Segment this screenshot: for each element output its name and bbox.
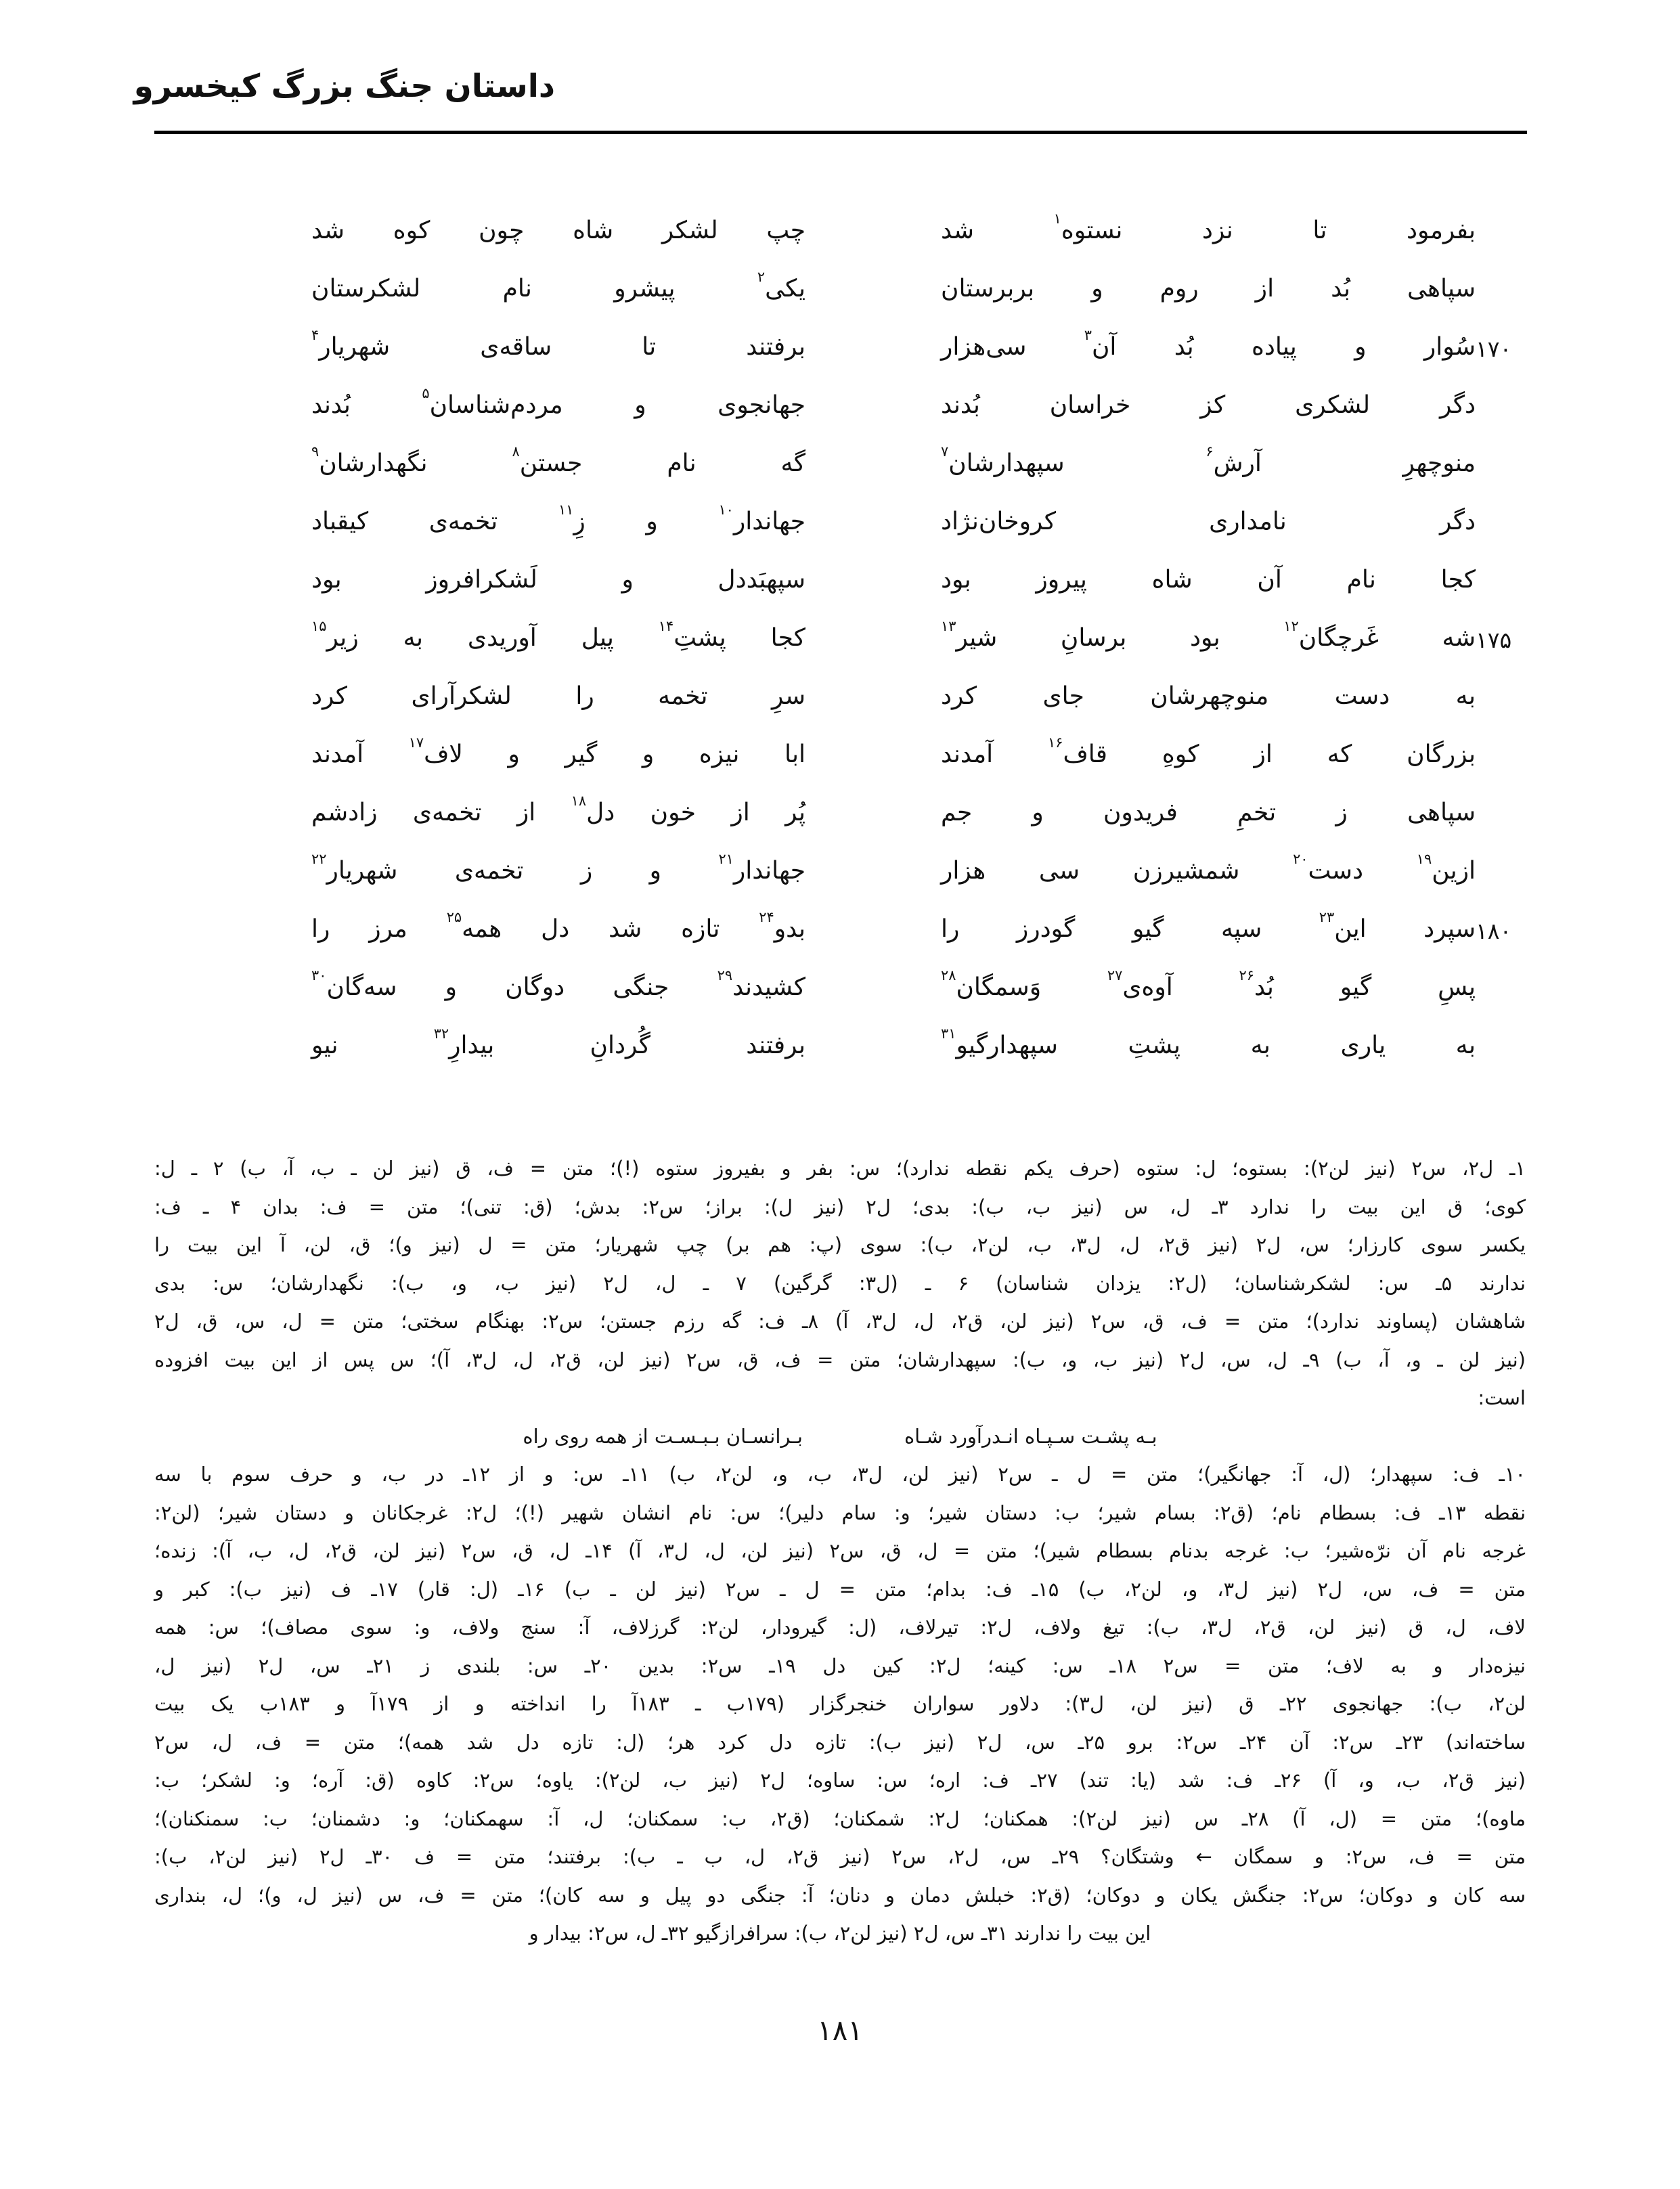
hemistich-first: سپاهی ز تخمِ فریدون و جم	[941, 799, 1476, 826]
verse-row	[0, 321, 1680, 379]
footnote-ref: ۱۵	[311, 617, 327, 634]
hemistich-second: یکی$^۲$ پیشرو نام لشکرستان	[311, 268, 805, 303]
hemistich-first: سپاهی بُد از روم و بربرستان	[941, 275, 1476, 303]
hemistich-second: جهاندار$^{۱۰}$ و زِ$^{۱۱}$ تخمه‌ی کیقباد	[311, 501, 806, 535]
footnote-ref: ۲۲	[311, 850, 327, 867]
footnote-line: متن = ف، س، ل۲ (نیز ل۳، و، لن۲، ب) ۱۵ـ ف: بدام؛ متن = ل ـ س۲ (نیز لن ـ ب) ۱۶ـ (ل: قار) ۱۷ـ ف (نیز ب): کبر و	[154, 1577, 1526, 1601]
verse-row	[0, 263, 1680, 321]
verse-row	[0, 961, 1680, 1019]
footnote-ref: ۲۵	[446, 908, 462, 925]
footnotes-part-2	[154, 1455, 1526, 1953]
footnote-line: ساخته‌اند) ۲۳ـ س۲: آن ۲۴ـ س۲: برو ۲۵ـ س، ل۲ (نیز ب): تازه دل کرد هر؛ (ل: تازه دل شد همه)؛ متن = ف، ل، س۲	[154, 1730, 1526, 1754]
hemistich-first: بفرمود تا نزد نستوه$^۱$ شد	[941, 210, 1476, 244]
footnote-ref: ۲۱	[718, 850, 734, 867]
inserted-verse-first-hemistich: بـه پشـت سـپـاه انـدرآورد شـاه	[904, 1424, 1157, 1448]
hemistich-second: پُر از خون دل$^{۱۸}$ از تخمه‌ی زادشم	[311, 792, 806, 826]
footnote-line: کوی؛ ق این بیت را ندارد ۳ـ ل، س (نیز ب، ب): بدی؛ ل۲ (نیز ل): براز؛ س۲: بدش؛ (ق: تنی)؛ متن = ف: بدان ۴ ـ ف:	[154, 1195, 1526, 1218]
hemistich-second: جهاندار$^{۲۱}$ و ز تخمه‌ی شهریار$^{۲۲}$	[311, 850, 805, 885]
footnote-line: نیزه‌دار و به لاف؛ متن = س۲ ۱۸ـ س: کینه؛ ل۲: کین دل ۱۹ـ س۲: بدین ۲۰ـ س: بلندی ز ۲۱ـ س، ل۲ (نیز ل،	[154, 1654, 1526, 1677]
footnote-ref: ۳	[1084, 326, 1092, 343]
verse-number: ۱۷۵	[1476, 627, 1512, 653]
verse-row	[0, 728, 1680, 787]
footnote-line: متن = ف، س۲: و سمگان ← وشتگان؟ ۲۹ـ س، ل۲، س۲ (نیز ق۲، ل، ب ـ ب): برفتند؛ متن = ف ۳۰ـ ل۲ (نیز لن۲، ب):	[154, 1845, 1526, 1868]
hemistich-first: دگر نامداری کروخان‌نژاد	[941, 508, 1476, 535]
footnote-ref: ۹	[311, 443, 319, 460]
footnote-ref: ۱۴	[658, 617, 674, 634]
footnote-ref: ۱۱	[558, 501, 574, 518]
page-header-title: داستان جنگ بزرگ کیخسرو	[133, 68, 555, 105]
footnote-ref: ۳۲	[433, 1025, 449, 1042]
verse-row	[0, 670, 1680, 728]
hemistich-second: جهانجوی و مردم‌شناسان$^۵$ بُدند	[311, 384, 805, 419]
footnote-ref: ۱	[1053, 210, 1061, 227]
footnote-line: لاف، ل، ق (نیز لن، ق۲، ل۳، ب): تیغ ولاف، ل۲: تیرلاف، (ل: گیرودار، لن۲: گرزلاف، آ: سنج ولاف، و: سوی مصاف)؛ س: همه	[154, 1616, 1526, 1639]
footnote-ref: ۱۸	[571, 792, 587, 809]
hemistich-second: کشیدند$^{۲۹}$ جنگی دوگان و سه‌گان$^{۳۰}$	[311, 967, 805, 1001]
footnote-inserted-verse	[154, 1417, 1526, 1456]
page-number: ۱۸۱	[817, 2014, 863, 2047]
footnote-ref: ۸	[512, 443, 520, 460]
verse-row	[0, 1019, 1680, 1078]
footnote-ref: ۱۶	[1048, 734, 1063, 751]
footnote-line: سه کان و دوکان؛ س۲: جنگش یکان و دوکان؛ (ق۲: خبلش دمان و دنان؛ آ: جنگی دو پیل و سه کان)؛ متن = ف، س (نیز ل، و)؛ ل، بنداری	[154, 1883, 1526, 1907]
hemistich-first: سُوار و پیاده بُد آن$^۳$ سی‌هزار	[941, 326, 1476, 361]
verse-number: ۱۷۰	[1476, 336, 1512, 362]
footnote-line: (نیز لن ـ و، آ، ب) ۹ـ ل، س، ل۲ (نیز ب، و، ب): سپهدارشان؛ متن = ف، ق، س۲ (نیز لن، ق۲، ل، ل۳، آ)؛ س پس از این بیت افزوده	[154, 1348, 1526, 1371]
hemistich-second: سرِ تخمه را لشکرآرای کرد	[311, 682, 805, 710]
footnote-ref: ۲۹	[717, 967, 733, 983]
footnote-ref: ۲۷	[1107, 967, 1123, 983]
footnote-line: ۱۰ـ ف: سپهدار؛ (ل، آ: جهانگیر)؛ متن = ل ـ س۲ (نیز لن، ل۳، ب، و، لن۲، ب) ۱۱ـ س: و از ۱۲ـ در ب، و حرف سوم با سه	[154, 1463, 1526, 1486]
verse-row	[0, 204, 1680, 263]
hemistich-first: سپرد این$^{۲۳}$ سپه گیو گودرز را	[941, 908, 1476, 943]
verse-row	[0, 903, 1680, 961]
hemistich-first: دگر لشکری کز خراسان بُدند	[941, 391, 1476, 419]
footnote-ref: ۱۷	[408, 734, 424, 751]
verse-row	[0, 554, 1680, 612]
footnote-line: (نیز ق۲، ب، و، آ) ۲۶ـ ف: شد (یا: تند) ۲۷ـ ف: اره؛ س: ساوه؛ ل۲ (نیز ب، لن۲): یاوه؛ س۲: کاوه (ق: آره؛ و: لشکر؛ ب:	[154, 1769, 1526, 1792]
footnote-ref: ۲	[757, 268, 766, 285]
verse-row	[0, 787, 1680, 845]
hemistich-second: بدو$^{۲۴}$ تازه شد دل همه$^{۲۵}$ مرز را	[311, 908, 805, 943]
hemistich-second: برفتند گُردانِ بیدارِ$^{۳۲}$ نیو	[311, 1025, 805, 1059]
footnote-ref: ۷	[941, 443, 949, 460]
footnote-line: یکسر سوی کارزار؛ س، ل۲ (نیز ق۲، ل، ل۳، ب، لن۲، ب): سوی (پ: هم بر) چپ شهریار؛ متن = ل (نیز و)؛ ق، لن، آ این بیت را	[154, 1233, 1526, 1256]
header-rule	[154, 131, 1527, 134]
footnote-line: ندارند ۵ـ س: لشکرشناسان؛ (ل۲: یزدان شناسان) ۶ ـ (ل۳: گرگین) ۷ ـ ل، ل۲ (نیز ب، و، ب): نگهدارشان؛ س: بدی	[154, 1271, 1526, 1295]
hemistich-second: ابا نیزه و گیر و لاف$^{۱۷}$ آمدند	[311, 734, 805, 768]
verse-row	[0, 495, 1680, 554]
footnote-line: ۱ـ ل۲، س۲ (نیز لن۲): بستوه؛ ل: ستوه (حرف یکم نقطه ندارد)؛ س: بفر و بفیروز ستوه (!)؛ متن = ف، ق (نیز لن ـ ب، آ، ب) ۲ ـ ل:	[154, 1157, 1526, 1180]
hemistich-second: کجا پشتِ$^{۱۴}$ پیل آوریدی به زیر$^{۱۵}$	[311, 617, 806, 652]
hemistich-first: منوچهرِ آرش$^۶$ سپهدارشان$^۷$	[941, 443, 1476, 477]
hemistich-second: سپهبَددل و لَشکرافروز بود	[311, 566, 805, 594]
hemistich-first: شه غَرچگان$^{۱۲}$ بود برسانِ شیر$^{۱۳}$	[941, 617, 1476, 652]
footnote-line: لن۲، ب): جهانجوی ۲۲ـ ق (نیز لن، ل۳): دلاور سواران خنجرگزار (۱۷۹ب ـ ۱۸۳آ را انداخته و از ۱۷۹آ و ۱۸۳ب یک بیت	[154, 1692, 1526, 1715]
hemistich-first: بزرگان که از کوهِ قاف$^{۱۶}$ آمدند	[941, 734, 1476, 768]
hemistich-first: کجا نام آن شاه پیروز بود	[941, 566, 1476, 594]
hemistich-first: به یاری به پشتِ سپهدارگیو$^{۳۱}$	[941, 1025, 1476, 1059]
footnote-ref: ۶	[1206, 443, 1214, 460]
footnote-ref: ۱۳	[941, 617, 956, 634]
verse-row	[0, 379, 1680, 437]
verse-row	[0, 612, 1680, 670]
verse-row	[0, 845, 1680, 903]
footnote-ref: ۱۹	[1416, 850, 1432, 867]
footnote-ref: ۵	[422, 384, 430, 401]
footnote-line: است:	[1478, 1386, 1526, 1409]
footnote-line: نقطه ۱۳ـ ف: بسطام نام؛ (ق۲: بسام شیر؛ ب: دستان شیر؛ و: سام دلیر)؛ س: نام انشان شهیر (!)؛ ل۲: غرجکانان و دستان شیر؛ (لن۲:	[154, 1501, 1526, 1524]
verse-row	[0, 437, 1680, 495]
hemistich-first: ازین$^{۱۹}$ دست$^{۲۰}$ شمشیرزن سی هزار	[941, 850, 1476, 885]
footnote-ref: ۲۳	[1319, 908, 1335, 925]
poem-block	[0, 204, 1680, 1078]
hemistich-second: گه نام جستن$^۸$ نگهدارشان$^۹$	[311, 443, 805, 477]
hemistich-second: چپ لشکر شاه چون کوه شد	[311, 217, 805, 244]
footnote-line: شاهشان (پساوند ندارد)؛ متن = ف، ق، س۲ (نیز لن، ق۲، ل، ل۳، آ) ۸ـ ف: گه رزم جستن؛ س۲: بهنگام سختی؛ متن = ل، س، ق، ل۲	[154, 1310, 1526, 1333]
footnote-ref: ۲۰	[1293, 850, 1308, 867]
hemistich-second: برفتند تا ساقه‌ی شهریار$^۴$	[311, 326, 805, 361]
footnote-line: ماوه)؛ متن = (ل، آ) ۲۸ـ س (نیز لن۲): همکنان؛ ل۲: شمکنان؛ (ق۲، ب: سمکنان؛ ل، آ: سهمکنان؛ و: دشمنان؛ ب: سمنکنان)؛	[154, 1807, 1526, 1830]
footnote-line: این بیت را ندارند ۳۱ـ س، ل۲ (نیز لن۲، ب): سرافرازگیو ۳۲ـ ل، س۲: بیدار و	[529, 1922, 1151, 1945]
footnote-ref: ۳۱	[941, 1025, 956, 1042]
footnotes-part-1	[154, 1149, 1526, 1417]
hemistich-first: پسِ گیو بُد$^{۲۶}$ آوه‌ی$^{۲۷}$ وَسمگان$^{۲۸}$	[941, 967, 1476, 1001]
footnote-ref: ۱۰	[718, 501, 734, 518]
verse-number: ۱۸۰	[1476, 918, 1512, 944]
hemistich-first: به دست منوچهرشان جای کرد	[941, 682, 1476, 710]
footnote-ref: ۴	[311, 326, 319, 343]
footnote-line: غرجه نام آن نرّه‌شیر؛ ب: غرجه بدنام بسطام شیر)؛ متن = ل، ق، س۲ (نیز لن، ل، ل۳، آ) ۱۴ـ ل، ق، س۲ (نیز لن، ق۲، ل، ب، آ): زنده؛	[154, 1539, 1526, 1562]
footnote-ref: ۲۸	[941, 967, 956, 983]
footnote-ref: ۱۲	[1283, 617, 1299, 634]
footnote-ref: ۳۰	[311, 967, 327, 983]
footnote-ref: ۲۶	[1239, 967, 1254, 983]
footnote-ref: ۲۴	[759, 908, 774, 925]
footnotes-block	[154, 1149, 1526, 1953]
inserted-verse-second-hemistich: بـرانسـان بـبـسـت از همه روی راه	[523, 1424, 803, 1448]
